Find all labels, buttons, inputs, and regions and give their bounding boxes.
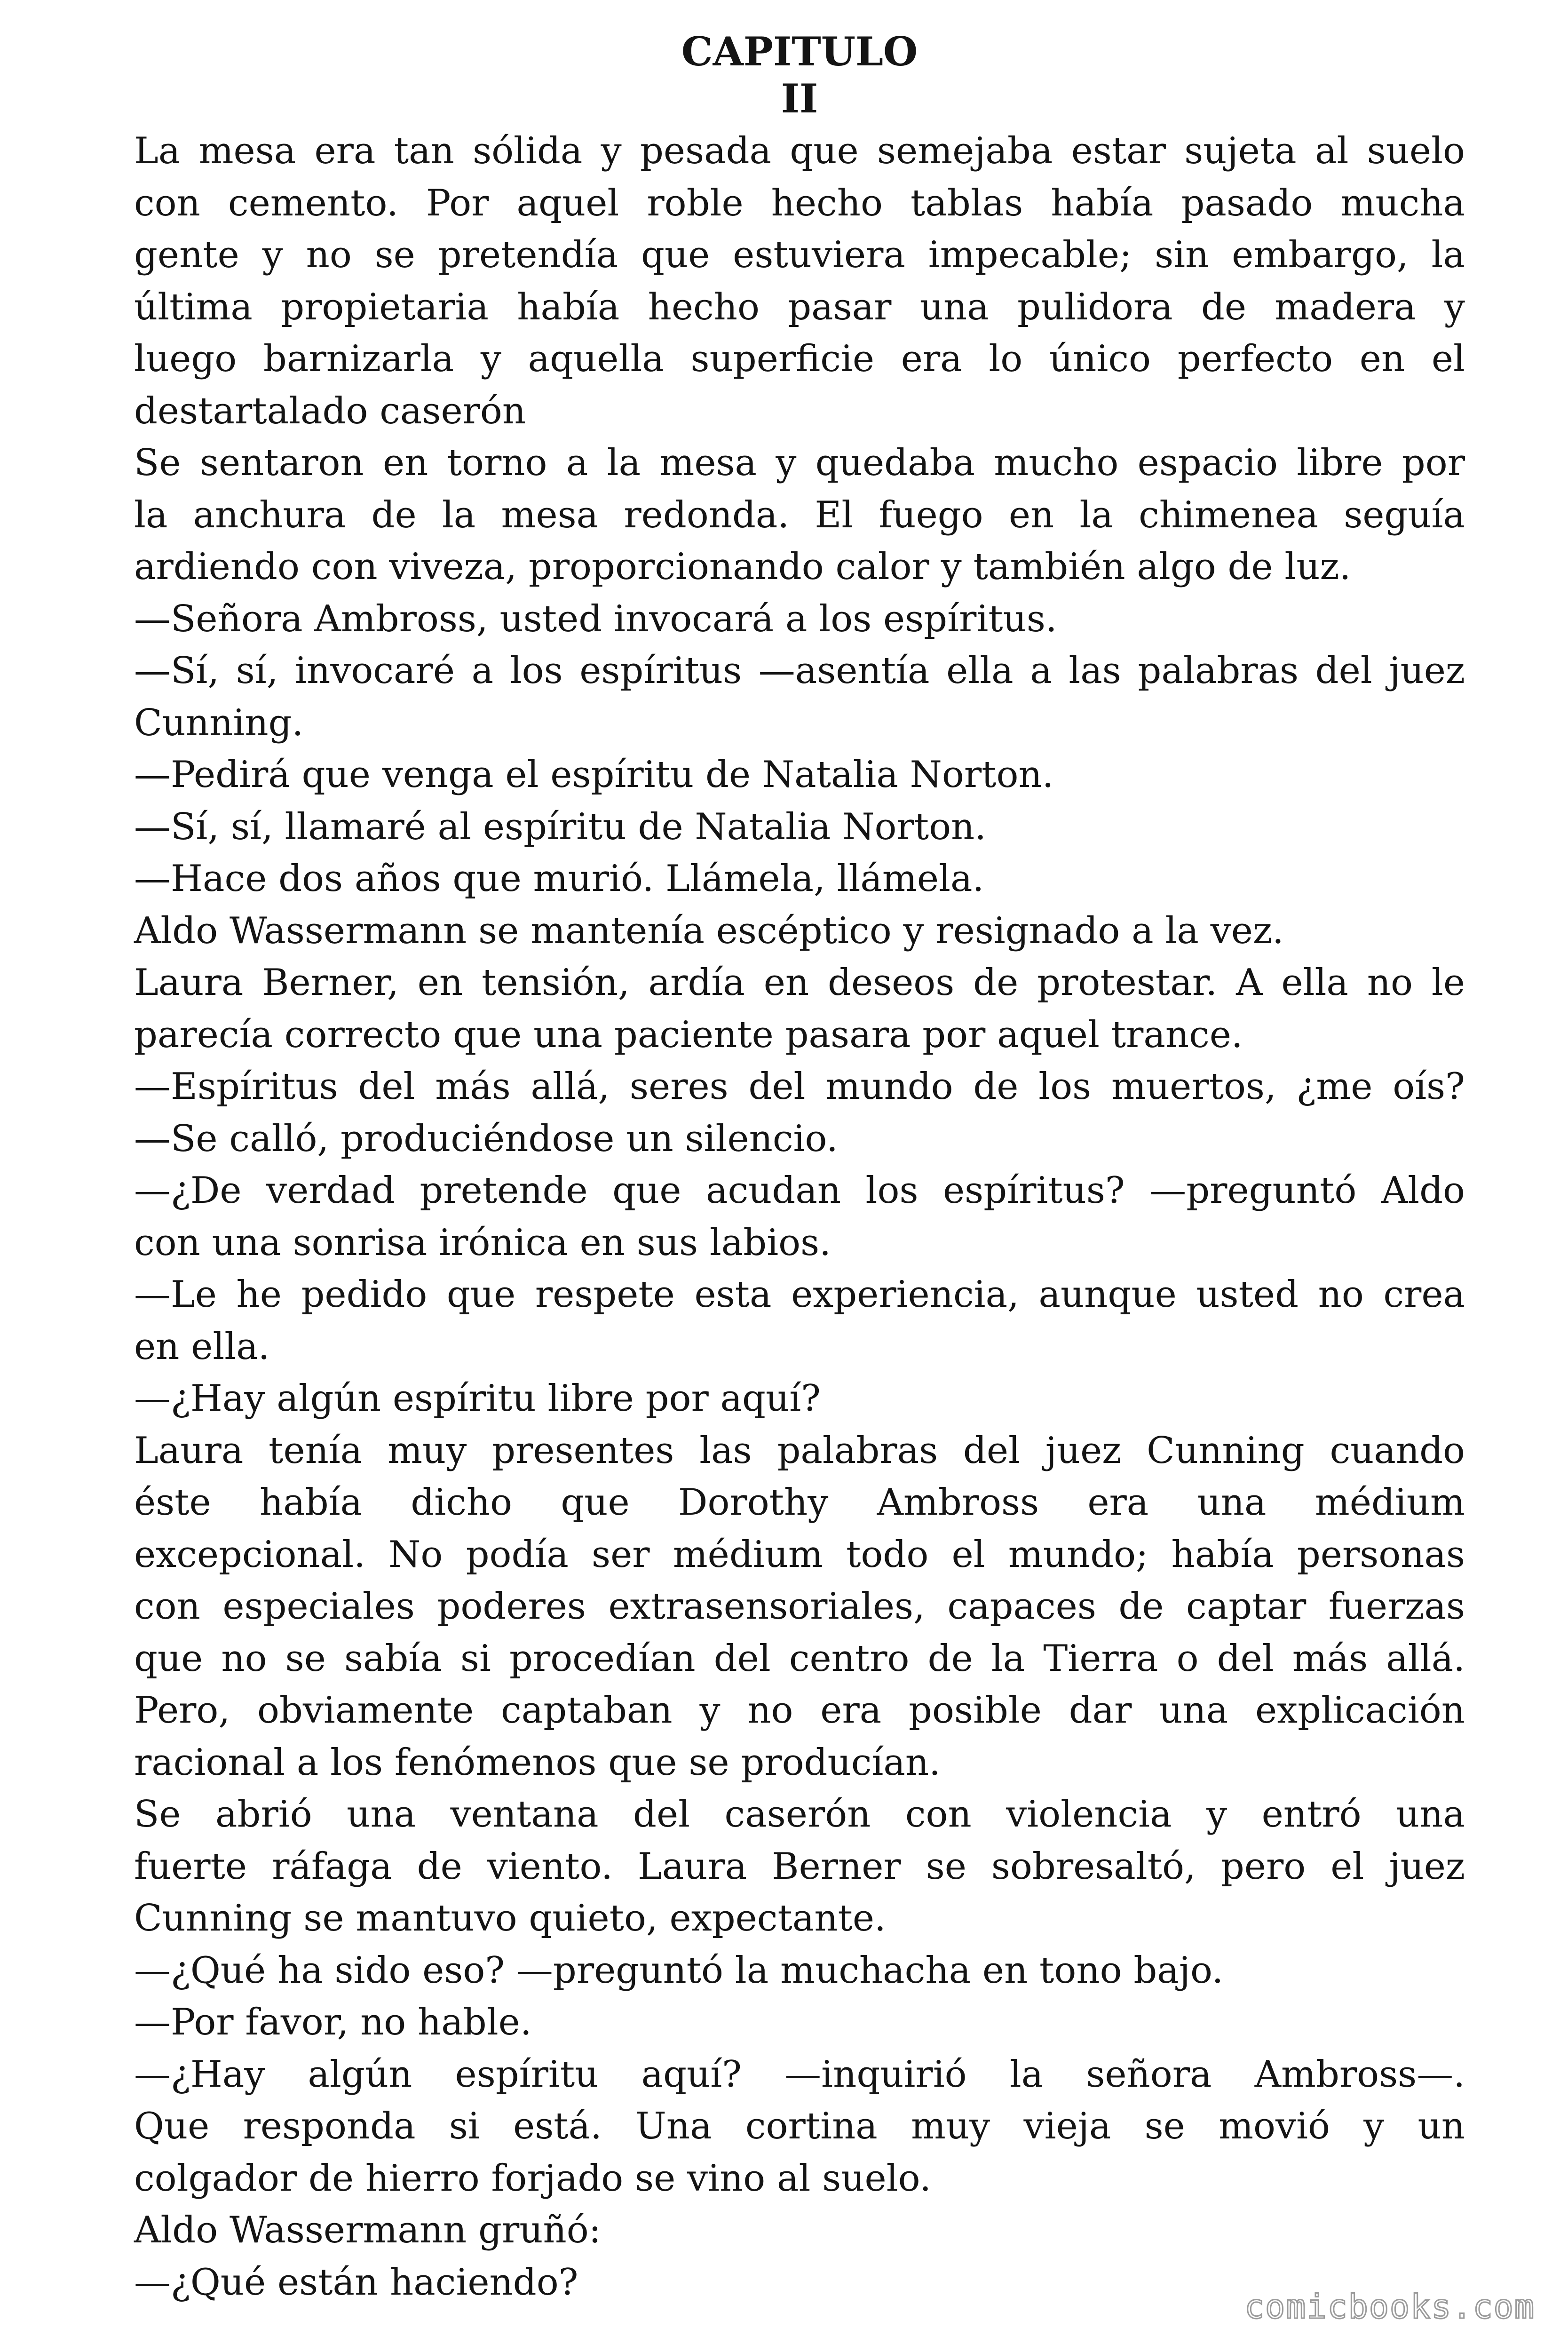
- paragraph: [134, 2049, 1465, 2205]
- text-line: —Sí, sí, llamaré al espíritu de Natalia Norton.: [134, 805, 987, 848]
- text-line: que no se sabía si procedían del centro de la Tierra o del más allá.: [134, 1637, 1465, 1680]
- book-page: [134, 28, 1465, 2308]
- text-line: —¿Hay algún espíritu aquí? —inquirió la señora Ambross—.: [134, 2053, 1465, 2096]
- chapter-number: II: [781, 75, 818, 122]
- paragraph: [134, 593, 1465, 645]
- paragraph: [134, 1165, 1465, 1269]
- text-line: —¿Qué están haciendo?: [134, 2261, 578, 2304]
- text-line: racional a los fenómenos que se producían.: [134, 1741, 941, 1784]
- text-line: —¿De verdad pretende que acudan los espíritus? —preguntó Aldo: [134, 1169, 1465, 1212]
- paragraph: [134, 1269, 1465, 1373]
- text-line: con especiales poderes extrasensoriales, capaces de captar fuerzas: [134, 1585, 1465, 1628]
- text-line: Laura Berner, en tensión, ardía en deseos de protestar. A ella no le: [134, 961, 1465, 1004]
- paragraph: [134, 1373, 1465, 1425]
- text-line: Aldo Wassermann se mantenía escéptico y resignado a la vez.: [134, 909, 1284, 952]
- text-line: en ella.: [134, 1325, 270, 1368]
- paragraph: [134, 125, 1465, 437]
- text-line: Que responda si está. Una cortina muy vieja se movió y un: [134, 2105, 1465, 2147]
- text-line: gente y no se pretendía que estuviera impecable; sin embargo, la: [134, 234, 1465, 276]
- text-line: —Se calló, produciéndose un silencio.: [134, 1117, 838, 1160]
- chapter-label: CAPITULO: [681, 28, 918, 75]
- text-line: Aldo Wassermann gruñó:: [134, 2209, 602, 2251]
- text-line: —Hace dos años que murió. Llámela, llámela.: [134, 858, 984, 900]
- text-line: con una sonrisa irónica en sus labios.: [134, 1221, 831, 1264]
- text-line: la anchura de la mesa redonda. El fuego en la chimenea seguía: [134, 493, 1465, 536]
- text-line: colgador de hierro forjado se vino al suelo.: [134, 2157, 932, 2200]
- text-line: excepcional. No podía ser médium todo el mundo; había personas: [134, 1533, 1465, 1576]
- text-line: —¿Hay algún espíritu libre por aquí?: [134, 1377, 821, 1420]
- watermark-logo: comicbooks.com: [1244, 2288, 1535, 2326]
- text-line: Se sentaron en torno a la mesa y quedaba mucho espacio libre por: [134, 442, 1465, 484]
- text-line: parecía correcto que una paciente pasara por aquel trance.: [134, 1013, 1243, 1056]
- text-line: —Pedirá que venga el espíritu de Natalia Norton.: [134, 754, 1054, 796]
- paragraph: [134, 749, 1465, 801]
- text-line: Cunning.: [134, 701, 304, 744]
- text-line: ardiendo con viveza, proporcionando calor y también algo de luz.: [134, 546, 1351, 588]
- text-line: Pero, obviamente captaban y no era posible dar una explicación: [134, 1689, 1465, 1732]
- paragraph: [134, 1425, 1465, 1789]
- paragraph: [134, 801, 1465, 853]
- text-line: —¿Qué ha sido eso? —preguntó la muchacha en tono bajo.: [134, 1949, 1224, 1992]
- paragraph: [134, 1788, 1465, 1945]
- text-line: destartalado caserón: [134, 389, 526, 432]
- paragraph: [134, 2204, 1465, 2257]
- text-line: —Espíritus del más allá, seres del mundo de los muertos, ¿me oís?: [134, 1065, 1465, 1108]
- chapter-heading: [134, 28, 1465, 122]
- paragraph: [134, 853, 1465, 905]
- text-line: última propietaria había hecho pasar una pulidora de madera y: [134, 286, 1465, 328]
- text-line: —Señora Ambross, usted invocará a los espíritus.: [134, 597, 1057, 640]
- text-line: —Por favor, no hable.: [134, 2001, 532, 2043]
- paragraph: [134, 905, 1465, 957]
- paragraph: [134, 957, 1465, 1061]
- paragraph: [134, 1061, 1465, 1165]
- paragraph: [134, 1945, 1465, 1997]
- text-line: fuerte ráfaga de viento. Laura Berner se sobresaltó, pero el juez: [134, 1845, 1465, 1888]
- text-line: —Le he pedido que respete esta experiencia, aunque usted no crea: [134, 1273, 1465, 1316]
- paragraph: [134, 437, 1465, 593]
- text-line: —Sí, sí, invocaré a los espíritus —asentía ella a las palabras del juez: [134, 650, 1465, 692]
- text-line: Cunning se mantuvo quieto, expectante.: [134, 1897, 886, 1939]
- text-line: luego barnizarla y aquella superficie era lo único perfecto en el: [134, 338, 1465, 380]
- text-line: Se abrió una ventana del caserón con violencia y entró una: [134, 1793, 1465, 1836]
- chapter-body: [134, 125, 1465, 2308]
- text-line: Laura tenía muy presentes las palabras del juez Cunning cuando: [134, 1429, 1465, 1472]
- paragraph: [134, 1996, 1465, 2049]
- text-line: con cemento. Por aquel roble hecho tablas había pasado mucha: [134, 182, 1465, 224]
- paragraph: [134, 645, 1465, 749]
- text-line: La mesa era tan sólida y pesada que semejaba estar sujeta al suelo: [134, 130, 1465, 172]
- text-line: éste había dicho que Dorothy Ambross era una médium: [134, 1481, 1465, 1524]
